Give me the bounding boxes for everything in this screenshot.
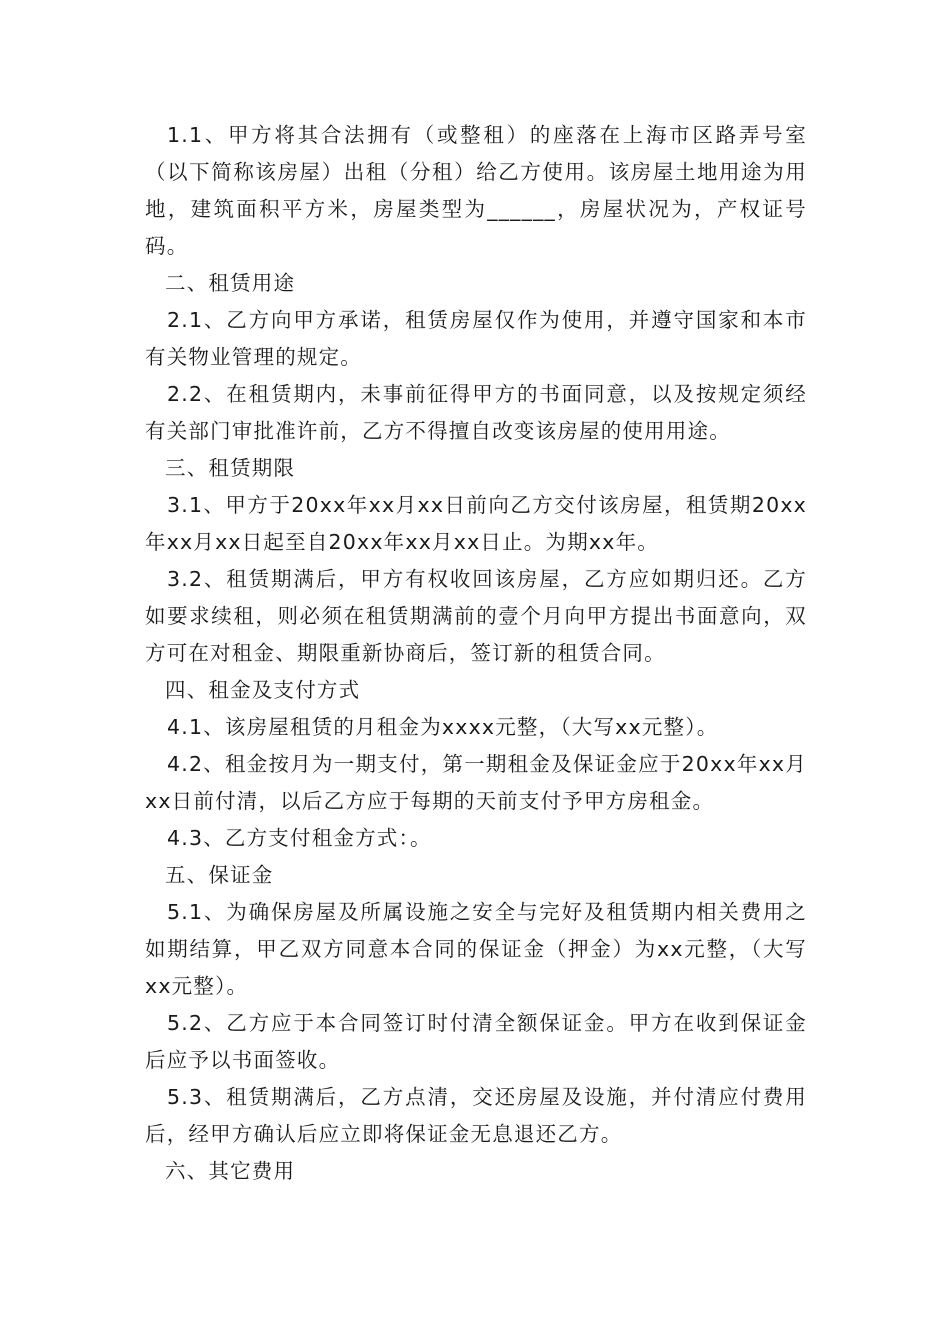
clause-4-3: 4.3、乙方支付租金方式：。: [167, 826, 432, 850]
clause-2-2: 2.2、在租赁期内，未事前征得甲方的书面同意，以及按规定须经有关部门审批准许前，乙方不得擅自改变该房屋的使用用途。: [145, 382, 807, 443]
section-heading-5: 五、保证金: [165, 863, 274, 887]
document-body: [145, 117, 807, 1190]
clause-3-2: 3.2、租赁期满后，甲方有权收回该房屋，乙方应如期归还。乙方如要求续租，则必须在租赁期满前的壹个月向甲方提出书面意向，双方可在对租金、期限重新协商后，签订新的租赁合同。: [145, 567, 807, 665]
section-heading-6: 六、其它费用: [165, 1159, 296, 1183]
section-heading-4: 四、租金及支付方式: [165, 678, 361, 702]
clause-5-1: 5.1、为确保房屋及所属设施之安全与完好及租赁期内相关费用之如期结算，甲乙双方同意本合同的保证金（押金）为xx元整，（大写xx元整）。: [145, 900, 807, 998]
clause-3-1: 3.1、甲方于20xx年xx月xx日前向乙方交付该房屋，租赁期20xx年xx月xx日起至自20xx年xx月xx日止。为期xx年。: [145, 493, 807, 554]
section-heading-2: 二、租赁用途: [165, 271, 296, 295]
clause-5-3: 5.3、租赁期满后，乙方点清，交还房屋及设施，并付清应付费用后，经甲方确认后应立即将保证金无息退还乙方。: [145, 1085, 807, 1146]
clause-4-1: 4.1、该房屋租赁的月租金为xxxx元整，（大写xx元整）。: [167, 715, 719, 739]
clause-1-1: 1.1、甲方将其合法拥有（或整租）的座落在上海市区路弄号室（以下简称该房屋）出租（分租）给乙方使用。该房屋土地用途为用地，建筑面积平方米，房屋类型为______，房屋状况为，产权证号码。: [145, 123, 807, 258]
clause-2-1: 2.1、乙方向甲方承诺，租赁房屋仅作为使用，并遵守国家和本市有关物业管理的规定。: [145, 308, 807, 369]
section-heading-3: 三、租赁期限: [165, 456, 296, 480]
clause-4-2: 4.2、租金按月为一期支付，第一期租金及保证金应于20xx年xx月xx日前付清，以后乙方应于每期的天前支付予甲方房租金。: [145, 752, 807, 813]
clause-5-2: 5.2、乙方应于本合同签订时付清全额保证金。甲方在收到保证金后应予以书面签收。: [145, 1011, 807, 1072]
